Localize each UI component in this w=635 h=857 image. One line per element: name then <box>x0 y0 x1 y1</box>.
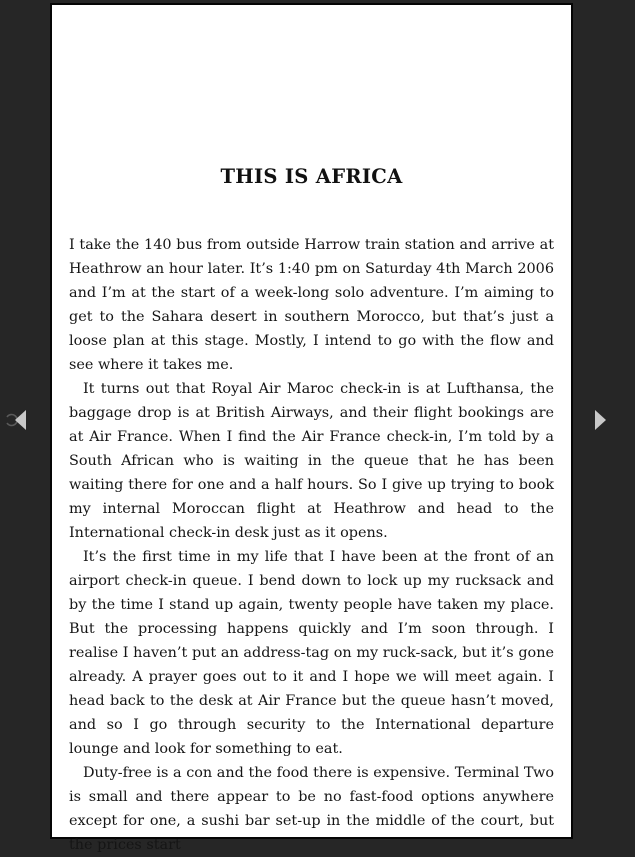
previous-page-button[interactable] <box>6 409 26 431</box>
paragraph: I take the 140 bus from outside Harrow train station and arrive at Heathrow an hour later. It’s 1:40 pm on Saturday 4th March 2006 and I’m at the start of a week-long solo adventure. I’m aiming to get to the Sahara desert in southern Morocco, but that’s just a loose plan at this stage. Mostly, I intend to go with the flow and see where it takes me. <box>69 237 554 373</box>
paragraph: Duty-free is a con and the food there is expensive. Terminal Two is small and there appear to be no fast-food options anywhere except for one, a sushi bar set-up in the middle of the court, but the prices start <box>69 765 554 853</box>
paragraph: It’s the first time in my life that I have been at the front of an airport check-in queue. I bend down to lock up my rucksack and by the time I stand up again, twenty people have taken my place. But the processing happens quickly and I’m soon through. I realise I haven’t put an address-tag on my ruck-sack, but it’s gone already. A prayer goes out to it and I hope we will meet again. I head back to the desk at Air France but the queue hasn’t moved, and so I go through security to the International departure lounge and look for something to eat. <box>69 549 554 757</box>
book-page <box>50 3 573 853</box>
page-body <box>69 233 554 857</box>
next-page-icon <box>590 409 610 431</box>
chapter-title: THIS IS AFRICA <box>220 165 403 188</box>
paragraph: It turns out that Royal Air Maroc check-in is at Lufthansa, the baggage drop is at British Airways, and their flight bookings are at Air France. When I find the Air France check-in, I’m told by a South African who is waiting in the queue that he has been waiting there for one and a half hours. So I give up trying to book my internal Moroccan flight at Heathrow and head to the International check-in desk just as it opens. <box>69 381 554 541</box>
next-page-button[interactable] <box>590 409 610 431</box>
previous-page-icon <box>6 409 28 431</box>
